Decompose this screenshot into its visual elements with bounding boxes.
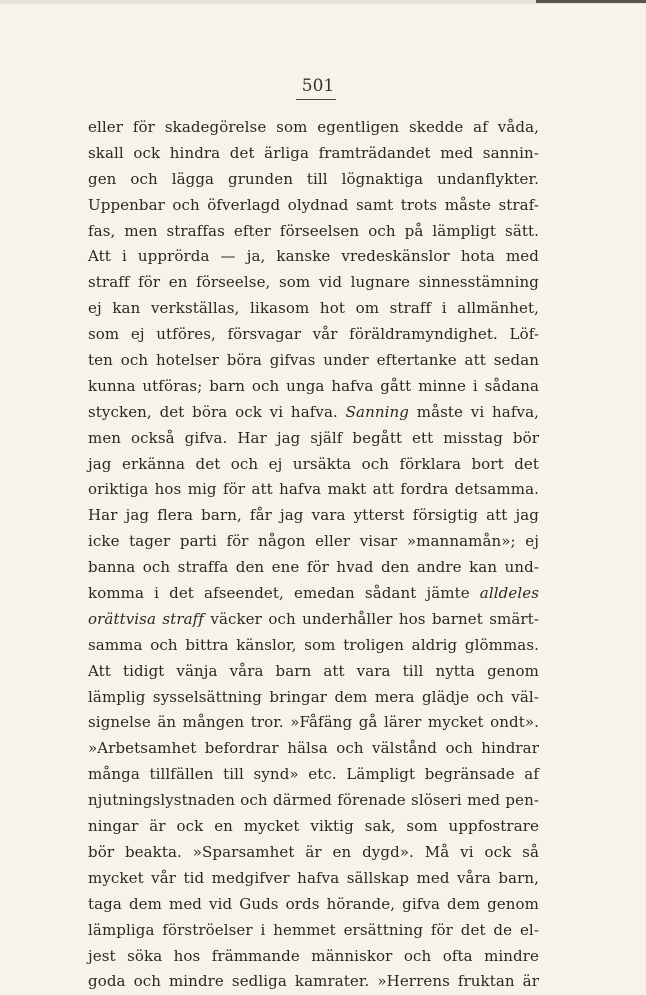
text-run: bör beakta. »Sparsamhet är en dygd». Må vi ock så <box>88 842 539 861</box>
text-run: komma i det afseendet, emedan sådant jämte <box>88 584 480 603</box>
text-line <box>88 762 539 788</box>
text-line <box>88 944 539 970</box>
text-run: jag erkänna det och ej ursäkta och förklara bort det <box>88 454 539 473</box>
text-line <box>88 581 539 607</box>
text-run: måste vi hafva, <box>408 402 539 421</box>
text-run: kunna utföras; barn och unga hafva gått minne i sådana <box>88 376 539 395</box>
text-line <box>88 452 539 478</box>
text-run: banna och straffa den ene för hvad den andre kan und- <box>88 558 539 577</box>
text-line <box>88 348 539 374</box>
text-run: Att i upprörda — ja, kanske vredeskänslor hota med <box>88 247 539 266</box>
text-line <box>88 400 539 426</box>
text-line <box>88 503 539 529</box>
text-run: lämplig sysselsättning bringar dem mera glädje och väl- <box>88 687 539 706</box>
text-run: lämpliga förströelser i hemmet ersättning för det de el- <box>88 920 539 939</box>
text-run: straff för en förseelse, som vid lugnare sinnesstämning <box>88 273 539 292</box>
text-line <box>88 115 539 141</box>
emphasized-text: alldeles <box>479 584 539 603</box>
text-line <box>88 659 539 685</box>
text-line <box>88 141 539 167</box>
text-line <box>88 296 539 322</box>
emphasized-text: Sanning <box>345 402 409 421</box>
text-run: signelse än mången tror. »Fåfäng gå lärer mycket ondt». <box>88 713 539 732</box>
text-run: stycken, det böra ock vi hafva. <box>88 402 346 421</box>
text-line <box>88 633 539 659</box>
scan-corner-mark <box>536 0 646 3</box>
text-line <box>88 270 539 296</box>
text-run: »Arbetsamhet befordrar hälsa och välstånd och hindrar <box>88 739 539 758</box>
text-line <box>88 814 539 840</box>
text-line <box>88 685 539 711</box>
text-line <box>88 607 539 633</box>
text-run: ej kan verkställas, likasom hot om straff i allmänhet, <box>88 299 539 318</box>
text-run: jest söka hos främmande människor och ofta mindre <box>88 946 539 965</box>
text-run: samma och bittra känslor, som troligen aldrig glömmas. <box>88 635 539 654</box>
text-run: Har jag flera barn, får jag vara ytterst försigtig att jag <box>88 506 539 525</box>
text-run: många tillfällen till synd» etc. Lämpligt begränsade af <box>88 765 539 784</box>
text-run: njutningslystnaden och därmed förenade slöseri med pen- <box>88 791 539 810</box>
text-line <box>88 244 539 270</box>
text-line <box>88 840 539 866</box>
text-line <box>88 710 539 736</box>
page-number-rule <box>296 99 336 100</box>
text-line <box>88 426 539 452</box>
text-run: taga dem med vid Guds ords hörande, gifva dem genom <box>88 894 539 913</box>
text-run: gen och lägga grunden till lögnaktiga undanflykter. <box>88 169 539 188</box>
text-line <box>88 866 539 892</box>
text-run: Att tidigt vänja våra barn att vara till nytta genom <box>88 661 539 680</box>
text-run: ten och hotelser böra gifvas under eftertanke att sedan <box>88 351 539 370</box>
text-run: fas, men straffas efter förseelsen och på lämpligt sätt. <box>88 221 539 240</box>
text-run: oriktiga hos mig för att hafva makt att fordra detsamma. <box>88 480 539 499</box>
text-line <box>88 918 539 944</box>
text-run: goda och mindre sedliga kamrater. »Herrens fruktan är <box>88 972 539 991</box>
text-run: Uppenbar och öfverlagd olydnad samt trots måste straf- <box>88 195 539 214</box>
text-run: väcker och underhåller hos barnet smärt- <box>203 609 539 628</box>
text-line <box>88 219 539 245</box>
text-run: ningar är ock en mycket viktig sak, som uppfostrare <box>88 817 539 836</box>
text-line <box>88 555 539 581</box>
body-text <box>88 115 539 995</box>
text-line <box>88 193 539 219</box>
emphasized-text: orättvisa straff <box>88 609 204 628</box>
text-line <box>88 477 539 503</box>
text-line <box>88 892 539 918</box>
text-line <box>88 529 539 555</box>
text-line <box>88 969 539 995</box>
page-number: 501 <box>301 76 335 96</box>
text-line <box>88 374 539 400</box>
text-line <box>88 322 539 348</box>
text-run: eller för skadegörelse som egentligen skedde af våda, <box>88 118 539 136</box>
text-line <box>88 167 539 193</box>
text-line <box>88 736 539 762</box>
text-run: icke tager parti för någon eller visar »mannamån»; ej <box>88 532 539 551</box>
text-line <box>88 788 539 814</box>
text-run: skall ock hindra det ärliga framträdandet med sannin- <box>88 143 539 162</box>
text-run: som ej utföres, försvagar vår föräldramyndighet. Löf- <box>88 325 539 344</box>
text-run: men också gifva. Har jag själf begått ett misstag bör <box>88 428 539 447</box>
text-run: mycket vår tid medgifver hafva sällskap med våra barn, <box>88 868 539 887</box>
